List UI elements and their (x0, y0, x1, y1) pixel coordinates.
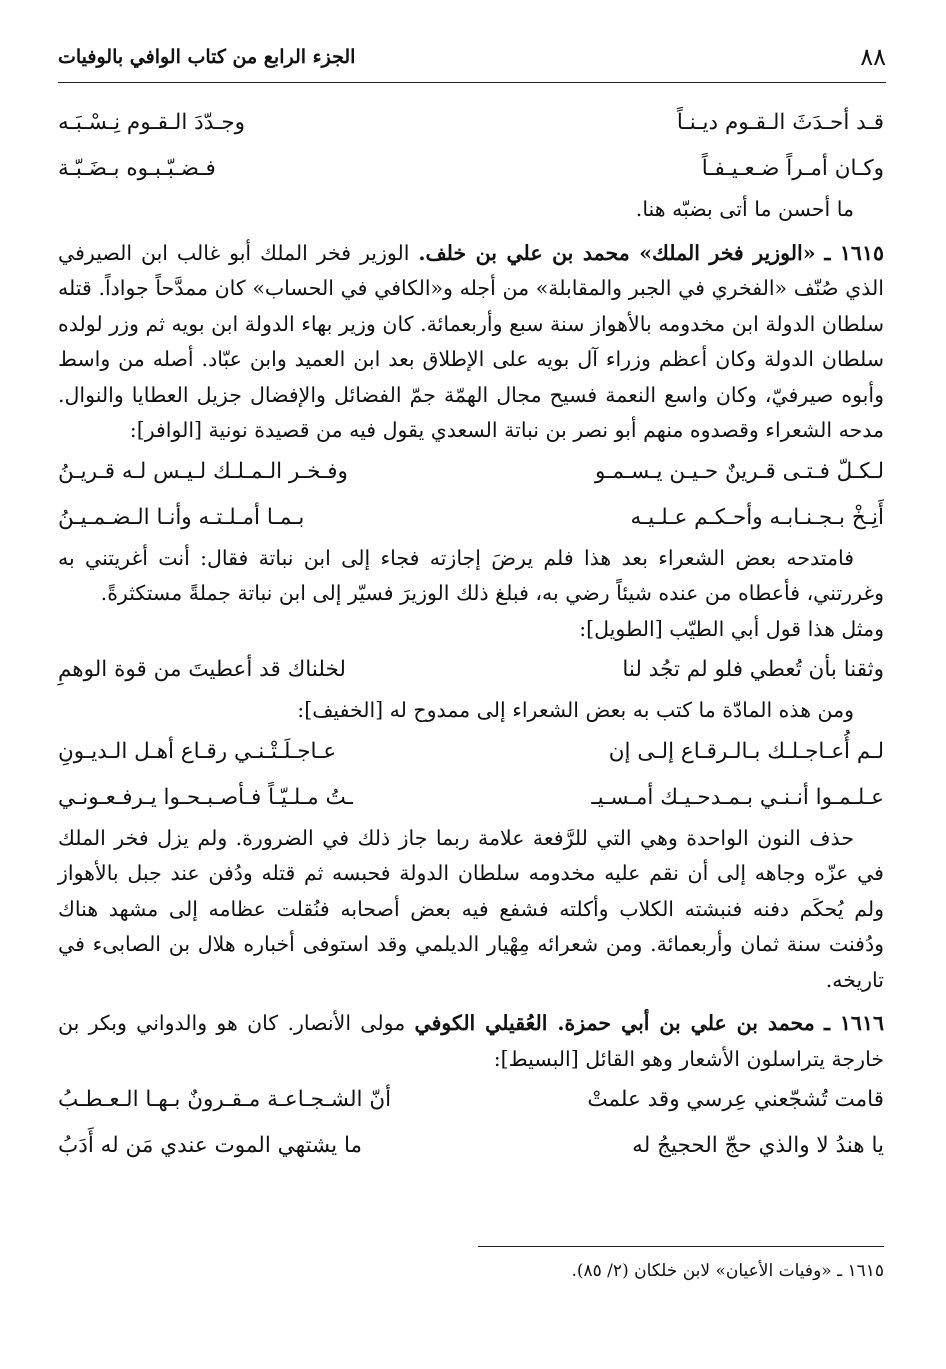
paragraph: حذف النون الواحدة وهي التي للرَّفعة علامة ربما جاز ذلك في الضرورة. ولم يزل فخر الملك في عزّه وجاهه إلى أن نقم عليه مخدومه سلطان الدولة فحبسه ثم قتله ودُفن عند جبل بالأهواز ولم يُحكَم دفنه فنبشته الكلاب وأكلته فشفع فيه بعض أصحابه فنُقلت عظامه إلى مشهد هناك ودُفنت سنة ثمان وأربعمائة. ومن شعرائه مِهْيار الديلمي وقد استوفى أخباره هلال بن الصابىء في تاريخه. (58, 825, 884, 992)
verse-first-hemistich: لـم أُعـاجـلـك بـالـرقـاع إلـى إن (608, 738, 884, 764)
verse-second-hemistich: وجـدّدَ الـقـوم نِـسْـبَـه (58, 110, 245, 136)
verse-first-hemistich: وكـان أمـراً ضـعـيـفـاً (701, 156, 884, 182)
footnote: ١٦١٥ ـ «وفيات الأعيان» لابن خلكان (٢/ ٨٥). (571, 1261, 884, 1281)
verse-first-hemistich: يا هندُ لا والذي حجّ الحجيجُ له (632, 1133, 884, 1159)
verse-line (58, 775, 884, 821)
verse-first-hemistich: قـد أحـدَثَ الـقـوم ديـنـاً (676, 110, 884, 136)
verse-first-hemistich: قامت تُشجّعني عِرسي وقد علمتْ (587, 1087, 884, 1113)
entry-title: «الوزير فخر الملك» محمد بن علي بن خلف. (418, 240, 816, 265)
paragraph: فامتدحه بعض الشعراء بعد هذا فلم يرضَ إجازته فجاء إلى ابن نباتة فقال: أنت أغريتني به وغررتني، فأعطاه من عنده شيئاً رضي به، فبلغ ذلك الوزيرَ فسيّر إلى ابن نباتة جملةً مستكثرةً. (58, 545, 884, 605)
entry-1615 (58, 236, 884, 449)
verse-line (58, 729, 884, 775)
verse-first-hemistich: أَنِـخْ بـجـنـابـه وأحـكـم عـلـيـه (630, 504, 884, 530)
verse-line (58, 146, 884, 192)
comment-line: ما أحسن ما أتى بضبّه هنا. (635, 197, 854, 221)
spacer (58, 998, 884, 1006)
page-body (58, 100, 884, 1169)
page-number: ٨٨ (860, 43, 886, 71)
verse-line (58, 495, 884, 541)
entry-1616 (58, 1006, 884, 1077)
verse-second-hemistich: بـمـا أمـلـتـه وأنـا الـضـمـيـنُ (58, 504, 305, 530)
entry-number: ١٦١٦ ـ (823, 1011, 884, 1035)
verse-second-hemistich: أنّ الشـجـاعـة مـقـرونٌ بـهـا الـعـطـبُ (58, 1087, 392, 1113)
verse-second-hemistich: عـاجـلَـتْـنـي رقـاع أهـل الـديـونِ (58, 738, 337, 764)
entry-number: ١٦١٥ ـ (824, 240, 884, 265)
verse-second-hemistich: وفـخـر الـمـلـك لـيـس لـه قـريـنُ (58, 458, 348, 484)
entry-text: الوزير فخر الملك أبو غالب ابن الصيرفي الذي صُنّف «الفخري في الجبر والمقابلة» من أجله و«الكافي في الحساب» كان ممدَّحاً جواداً. قتله سلطان الدولة ابن مخدومه بالأهواز سنة سبع وأربعمائة. كان وزير بهاء الدولة ابن بويه ثم وزر لولده سلطان الدولة وكان أعظم وزراء آل بويه على الإطلاق بعد ابن العميد وابن عبّاد. أصله من واسط وأبوه صيرفيّ، وكان واسع النعمة فسيح مجال الهمّة جمّ الفضائل والإفضال جزيل العطايا والنوال. مدحه الشعراء وقصدوه منهم أبو نصر بن نباتة السعدي يقول فيه من قصيدة نونية [الوافر]: (58, 240, 884, 442)
verse-first-hemistich: عـلـمـوا أنـنـي بـمـدحـيـك أمـسـيـ (591, 784, 884, 810)
page-header (58, 42, 886, 83)
spacer (58, 228, 884, 236)
verse-line (58, 449, 884, 495)
verse-second-hemistich: لخلناك قد أعطيتَ من قوة الوهمِ (58, 657, 346, 683)
footnote-divider (478, 1246, 884, 1247)
verse-line (58, 1123, 884, 1169)
verse-line (58, 1077, 884, 1123)
verse-line (58, 100, 884, 146)
paragraph: ومن هذه المادّة ما كتب به بعض الشعراء إلى ممدوح له [الخفيف]: (297, 698, 854, 722)
verse-second-hemistich: فـضـبّـبـوه بـضَـبّـة (58, 156, 216, 182)
verse-line (58, 647, 884, 693)
paragraph: ومثل هذا قول أبي الطيّب [الطويل]: (579, 616, 884, 641)
verse-second-hemistich: ـتُ مـلـيّـاً فـأصـبـحـوا يـرفـعـونـي (58, 784, 353, 810)
running-title: الجزء الرابع من كتاب الوافي بالوفيات (58, 46, 356, 68)
verse-first-hemistich: وثقنا بأن تُعطي فلو لم تجُد لنا (622, 657, 884, 683)
verse-second-hemistich: ما يشتهي الموت عندي مَن له أَدَبُ (58, 1133, 363, 1159)
entry-title: محمد بن علي بن أبي حمزة. العُقيلي الكوفي (414, 1011, 815, 1035)
entry-text: مولى الأنصار. كان هو والدواني وبكر بن خارجة يتراسلون الأشعار وهو القائل [البسيط]: (58, 1011, 884, 1071)
verse-first-hemistich: لـكـلّ فـتـى قـرينٌ حـيـن يـسـمـو (594, 458, 884, 484)
